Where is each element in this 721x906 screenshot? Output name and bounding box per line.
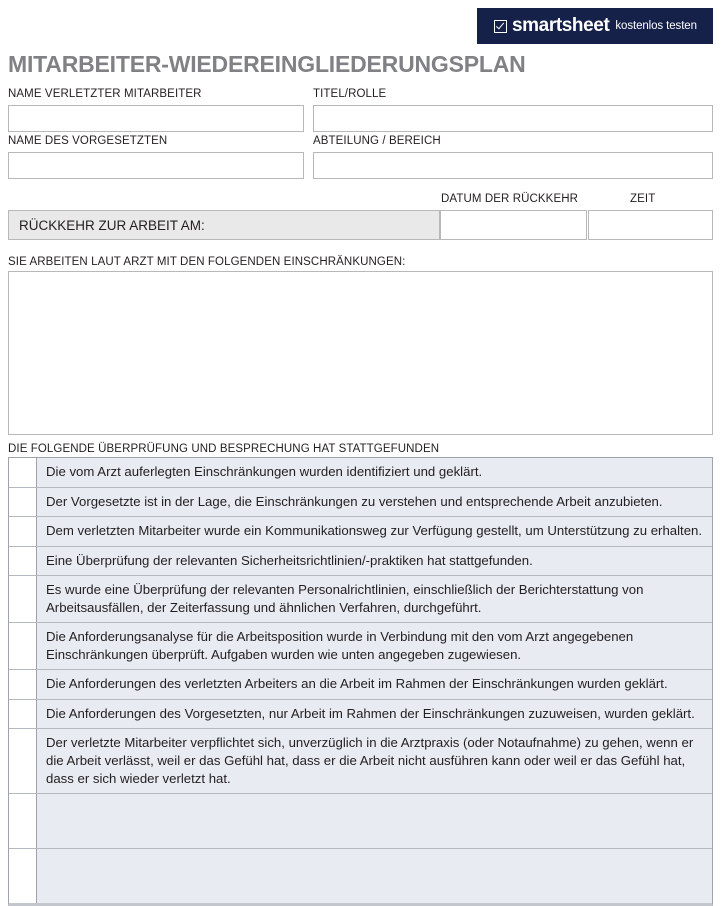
checklist-checkbox[interactable]: [9, 670, 37, 699]
checklist-row: [9, 849, 712, 903]
checklist-row: [9, 670, 712, 700]
supervisor-name-label: NAME DES VORGESETZTEN: [8, 135, 168, 147]
return-date-label: DATUM DER RÜCKKEHR: [441, 193, 579, 205]
checklist-checkbox[interactable]: [9, 729, 37, 793]
checklist-item-label: Die Anforderungen des verletzten Arbeiters an die Arbeit im Rahmen der Einschränkungen wurden geklärt.: [37, 670, 712, 699]
checklist-checkbox[interactable]: [9, 576, 37, 622]
checklist-row: [9, 576, 712, 623]
checklist-row: [9, 547, 712, 577]
checklist-checkbox[interactable]: [9, 623, 37, 669]
checklist-checkbox[interactable]: [9, 700, 37, 729]
checklist-checkbox[interactable]: [9, 517, 37, 546]
checklist-item-input[interactable]: [37, 794, 712, 848]
return-date-input[interactable]: [440, 210, 587, 240]
department-label: ABTEILUNG / BEREICH: [313, 135, 441, 147]
checklist-checkbox[interactable]: [9, 849, 37, 903]
checklist-row: [9, 794, 712, 849]
return-time-input[interactable]: [588, 210, 713, 240]
supervisor-name-input[interactable]: [8, 152, 304, 179]
smartsheet-brand-bar[interactable]: [477, 8, 713, 44]
title-role-input[interactable]: [313, 105, 713, 132]
department-input[interactable]: [313, 152, 713, 179]
checklist-item-input[interactable]: [37, 849, 712, 903]
checklist-item-label: Die vom Arzt auferlegten Einschränkungen wurden identifiziert und geklärt.: [37, 458, 712, 487]
checklist-item-label: Eine Überprüfung der relevanten Sicherheitsrichtlinien/-praktiken hat stattgefunden.: [37, 547, 712, 576]
checklist-checkbox[interactable]: [9, 488, 37, 517]
return-time-label: ZEIT: [630, 193, 656, 205]
checklist-item-label: Die Anforderungsanalyse für die Arbeitsposition wurde in Verbindung mit den vom Arzt angegebenen Einschränkungen überprüft. Aufgaben wurden wie unten angegeben zugewiesen.: [37, 623, 712, 669]
employee-name-label: NAME VERLETZTER MITARBEITER: [8, 88, 202, 100]
checklist-row: [9, 488, 712, 518]
checklist-heading: DIE FOLGENDE ÜBERPRÜFUNG UND BESPRECHUNG HAT STATTGEFUNDEN: [8, 443, 440, 455]
checklist-checkbox[interactable]: [9, 547, 37, 576]
brand-tagline: kostenlos testen: [615, 20, 697, 32]
checklist-checkbox[interactable]: [9, 458, 37, 487]
checklist-row: [9, 623, 712, 670]
employee-name-input[interactable]: [8, 105, 304, 132]
page-title: MITARBEITER-WIEDEREINGLIEDERUNGSPLAN: [8, 51, 526, 77]
restrictions-textarea[interactable]: [8, 271, 713, 435]
checklist-item-label: Der verletzte Mitarbeiter verpflichtet sich, unverzüglich in die Arztpraxis (oder Notaufnahme) zu gehen, wenn er die Arbeit verlässt, weil er das Gefühl hat, dass er die Arbeit nicht ausführen kann oder weil er das Gefühl hat, dass er sich wieder verletzt hat.: [37, 729, 712, 793]
checklist-table: [8, 457, 713, 906]
checklist-row: [9, 700, 712, 730]
checklist-item-label: Dem verletzten Mitarbeiter wurde ein Kommunikationsweg zur Verfügung gestellt, um Unterstützung zu erhalten.: [37, 517, 712, 546]
checklist-item-label: Die Anforderungen des Vorgesetzten, nur Arbeit im Rahmen der Einschränkungen zuzuweisen, wurden geklärt.: [37, 700, 712, 729]
restrictions-label: SIE ARBEITEN LAUT ARZT MIT DEN FOLGENDEN EINSCHRÄNKUNGEN:: [8, 256, 406, 268]
checkbox-check-icon: [494, 20, 507, 33]
checklist-item-label: Der Vorgesetzte ist in der Lage, die Einschränkungen zu verstehen und entsprechende Arbeit anzubieten.: [37, 488, 712, 517]
checklist-checkbox[interactable]: [9, 794, 37, 848]
checklist-item-label: Es wurde eine Überprüfung der relevanten Personalrichtlinien, einschließlich der Berichterstattung von Arbeitsausfällen, der Zeiterfassung und ähnlichen Verfahren, durchgeführt.: [37, 576, 712, 622]
brand-name: smartsheet: [512, 15, 610, 36]
title-role-label: TITEL/ROLLE: [313, 88, 387, 100]
checklist-row: [9, 729, 712, 794]
checklist-row: [9, 458, 712, 488]
return-to-work-label: RÜCKKEHR ZUR ARBEIT AM:: [8, 210, 440, 240]
checklist-row: [9, 517, 712, 547]
